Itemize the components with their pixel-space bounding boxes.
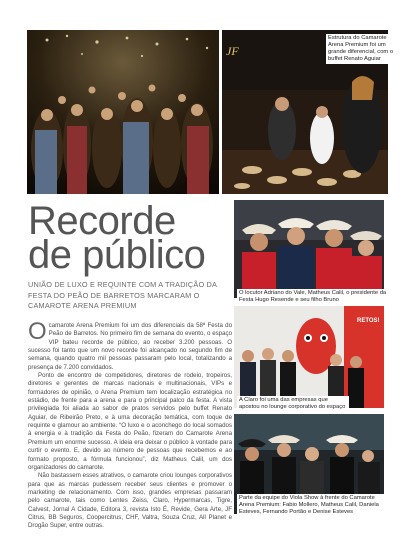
title-line-2: de público (28, 233, 206, 277)
title-line-1: Recorde (28, 199, 176, 243)
paragraph-1: camarote Arena Premium foi um dos diferenciais da 58ª Festa do Peão de Barretos. No primeiro fim de semana do evento, o espaço VIP bateu recorde de público, ao receber 3.200 pessoas. O sucesso foi tanto que um novo recorde foi alcançado no segundo fim de semana, quando quatro mil pessoas passaram pelo local, totalizando a presença de 7.200 convidados. (28, 322, 232, 371)
article-body (28, 318, 232, 531)
paragraph-2: Ponto de encontro de competidores, diretores de rodeio, tropeiros, diretores e gerentes de marcas nacionais e multinacionais, VIPs e formadores de opinião, o Arena Premium tem localização estratégica no estádio, de frente para a arena e para o principal palco da festa. A vista privilegiada foi aliada ao sabor de pratos servidos pelo buffet Renato Aguiar, de Ribeirão Preto, e à uma decoração temática, com toque de requinte e glamour ao ambiente. “O luxo e o aconchego do local somados à energia e à tradição da Festa do Peão, fizeram do Camarote Arena Premium um enorme sucesso. A ideia era deixar o público à vontade para curtir o evento. E, devido ao número de pessoas que recebemos e ao formato proposto, a fórmula funcionou”, diz Matheus Calil, um dos organizadores do camarote. (28, 372, 232, 471)
crowd-photo (27, 30, 219, 194)
claro-caption: A Claro foi uma das empresas que apostou no lounge corporativo do espaço (237, 396, 349, 412)
paragraph-3: Não bastassem esses atrativos, o camarote criou lounges corporativos para que as marcas pudessem receber seus clientes e promover o marketing de relacionamento. Com isso, grandes empresas passaram pelo camarote, tais como Lentes Zeiss, Claro, Hypermarcas, Tigre, Calvest, Jornal A Cidade, Editora 3, revista Isto É, Revide, Gera Arte, JF Citrus, BB Seguros, Coopercitrus, CHF, Valtra, Souza Cruz, All Planet e Drogão Super, entre outras. (28, 472, 232, 530)
locutor-photo (234, 200, 384, 298)
claro-sign: RETOS! (357, 318, 380, 324)
drop-cap: O (28, 318, 47, 345)
article-title (28, 199, 228, 277)
article-subtitle: UNIÃO DE LUXO E REQUINTE COM A TRADIÇÃO DA FESTA DO PEÃO DE BARRETOS MARCARAM O CAMAROTE ARENA PREMIUM (28, 280, 217, 310)
jf-logo: JF (226, 44, 239, 58)
viola-caption: Parte da equipe do Viola Show à frente do Camarote Arena Premium: Fabio Mollero, Matheus Calil, Daniela Esteves, Fernando Portão e Denise Esteves (237, 494, 393, 517)
buffet-caption: Estrutura do Camarote Arena Premium foi um grande diferencial, com o buffet Renato Aguiar (326, 34, 398, 64)
locutor-caption: O locutor Adriano do Vale, Matheus Calil, o presidente da Festa Hugo Resende e seu filho Bruno (237, 289, 393, 305)
